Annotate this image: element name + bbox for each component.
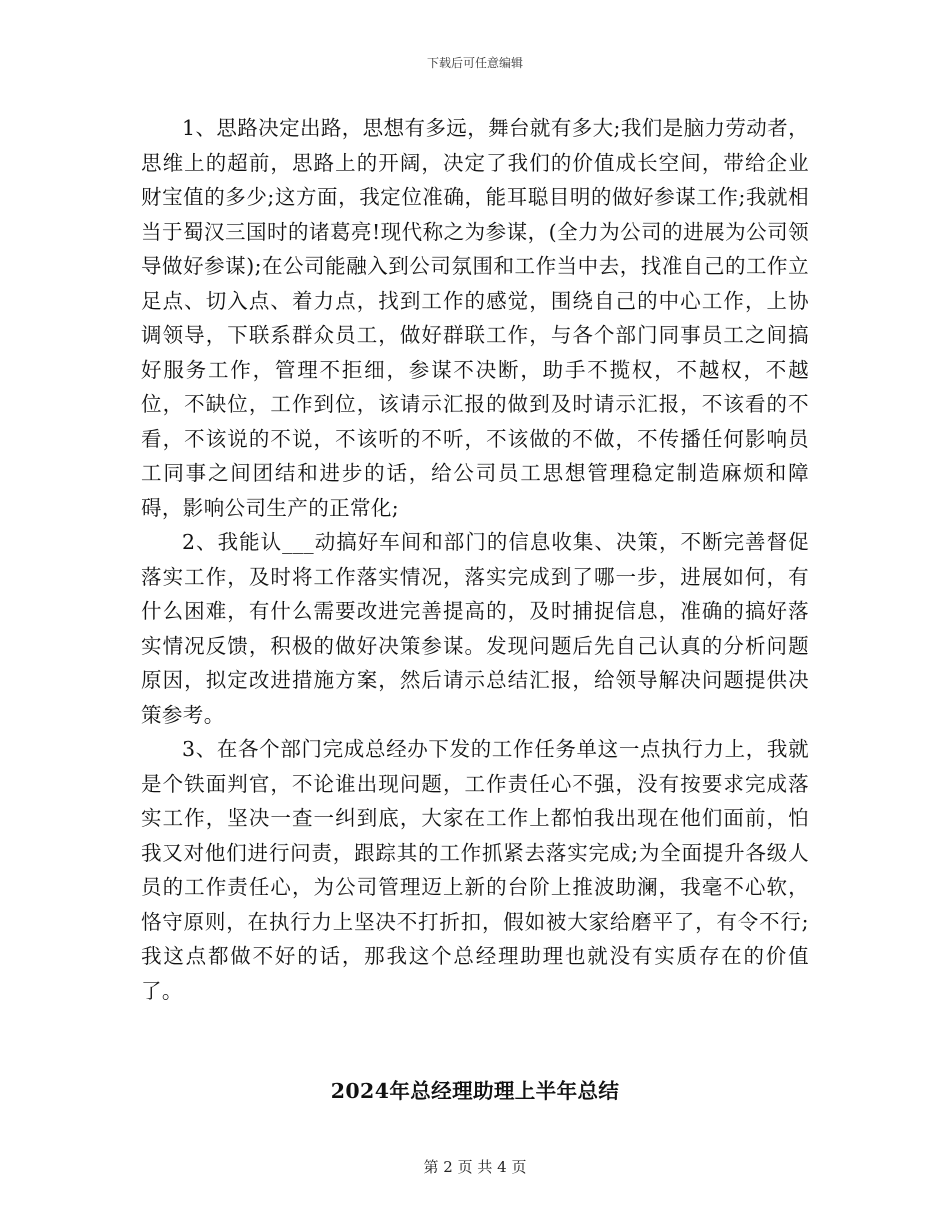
- paragraph-1: 1、思路决定出路，思想有多远，舞台就有多大;我们是脑力劳动者，思维上的超前，思路上的开阔，决定了我们的价值成长空间，带给企业财宝值的多少;这方面，我定位准确，能耳聪目明的做好参谋工作;我就相当于蜀汉三国时的诸葛亮!现代称之为参谋，(全力为公司的进展为公司领导做好参谋);在公司能融入到公司氛围和工作当中去，找准自己的工作立足点、切入点、着力点，找到工作的感觉，围绕自己的中心工作，上协调领导，下联系群众员工，做好群联工作，与各个部门同事员工之间搞好服务工作，管理不拒细，参谋不决断，助手不揽权，不越权，不越位，不缺位，工作到位，该请示汇报的做到及时请示汇报，不该看的不看，不该说的不说，不该听的不听，不该做的不做，不传播任何影响员工同事之间团结和进步的话，给公司员工思想管理稳定制造麻烦和障碍，影响公司生产的正常化;: [141, 116, 809, 520]
- paragraph-2: 2、我能认___动搞好车间和部门的信息收集、决策，不断完善督促落实工作，及时将工作落实情况，落实完成到了哪一步，进展如何，有什么困难，有什么需要改进完善提高的，及时捕捉信息，准确的搞好落实情况反馈，积极的做好决策参谋。发现问题后先自己认真的分析问题原因，拟定改进措施方案，然后请示总结汇报，给领导解决问题提供决策参考。: [141, 530, 809, 727]
- section-title: 2024年总经理助理上半年总结: [330, 1079, 620, 1103]
- page-number-footer: 第 2 页 共 4 页: [423, 1158, 527, 1176]
- header-note: 下载后可任意编辑: [426, 56, 523, 70]
- paragraph-3: 3、在各个部门完成总经办下发的工作任务单这一点执行力上，我就是个铁面判官，不论谁出现问题，工作责任心不强，没有按要求完成落实工作，坚决一查一纠到底，大家在工作上都怕我出现在他们面前，怕我又对他们进行问责，跟踪其的工作抓紧去落实完成;为全面提升各级人员的工作责任心，为公司管理迈上新的台阶上推波助澜，我毫不心软，恪守原则，在执行力上坚决不打折扣，假如被大家给磨平了，有令不行;我这点都做不好的话，那我这个总经理助理也就没有实质存在的价值了。: [141, 737, 809, 1003]
- document-body: [141, 111, 809, 1008]
